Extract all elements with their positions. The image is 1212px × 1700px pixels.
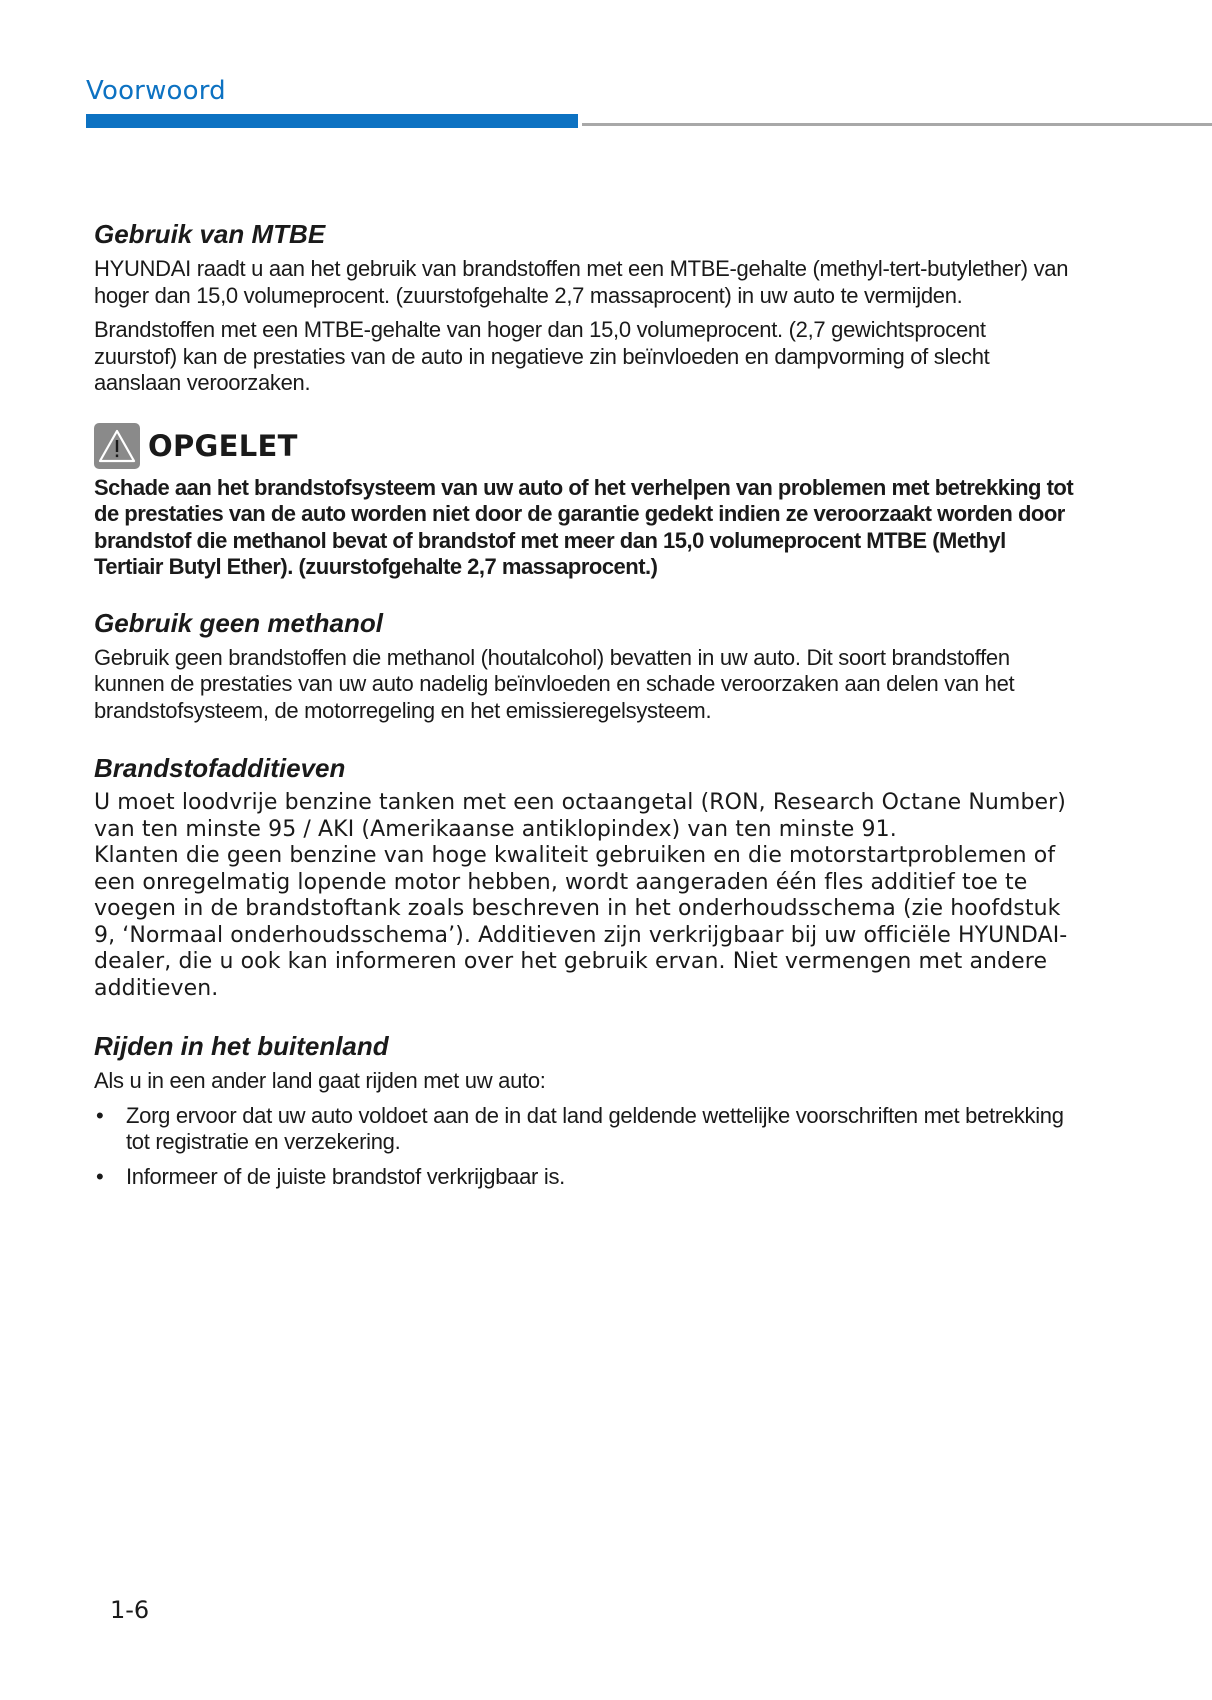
section-mtbe xyxy=(94,218,1074,397)
list-item-text: Zorg ervoor dat uw auto voldoet aan de in dat land geldende wettelijke voorschriften met betrekking tot registratie en verzekering. xyxy=(126,1102,1064,1154)
header-title: Voorwoord xyxy=(86,76,226,106)
header-rule xyxy=(582,123,1212,126)
page-number: 1-6 xyxy=(110,1596,150,1624)
header-accent-bar xyxy=(86,114,578,128)
section-methanol xyxy=(94,607,1074,725)
section-heading-abroad: Rijden in het buitenland xyxy=(94,1031,389,1061)
methanol-paragraph: Gebruik geen brandstoffen die methanol (houtalcohol) bevatten in uw auto. Dit soort brandstoffen kunnen de prestaties van uw auto nadelig beïnvloeden en schade veroorzaken aan delen van het brandstofsysteem, de motorregeling en het emissieregelsysteem. xyxy=(94,644,1015,723)
warning-triangle-icon xyxy=(94,423,140,469)
list-item xyxy=(94,1103,1074,1156)
abroad-bullet-list xyxy=(94,1103,1074,1191)
section-additives xyxy=(94,752,1074,1002)
additives-paragraph-2: Klanten die geen benzine van hoge kwaliteit gebruiken en die motorstartproblemen of een onregelmatig lopende motor hebben, wordt aangeraden één fles additief toe te voegen in de brandstoftank zoals beschreven in het onderhoudsschema (zie hoofdstuk 9, ‘Normaal onderhoudsschema’). Additieven zijn verkrijgbaar bij uw officiële HYUNDAI-dealer, die u ook kan informeren over het gebruik ervan. Niet vermengen met andere additieven. xyxy=(94,843,1068,1001)
caution-text: Schade aan het brandstofsysteem van uw auto of het verhelpen van problemen met betrekking tot de prestaties van de auto worden niet door de garantie gedekt indien ze veroorzaakt worden door brandstof die methanol bevat of brandstof met meer dan 15,0 volumeprocent MTBE (Methyl Tertiair Butyl Ether). (zuurstofgehalte 2,7 massaprocent.) xyxy=(94,474,1074,579)
section-abroad xyxy=(94,1030,1074,1190)
bullet-icon: • xyxy=(96,1163,104,1189)
abroad-intro: Als u in een ander land gaat rijden met uw auto: xyxy=(94,1068,546,1093)
section-heading-additives: Brandstofadditieven xyxy=(94,753,346,783)
caution-title: OPGELET xyxy=(148,428,298,463)
list-item xyxy=(94,1164,1074,1191)
page-content xyxy=(94,218,1074,1218)
list-item-text: Informeer of de juiste brandstof verkrijgbaar is. xyxy=(126,1163,565,1189)
section-heading-methanol: Gebruik geen methanol xyxy=(94,607,383,638)
section-heading-mtbe: Gebruik van MTBE xyxy=(94,219,326,249)
bullet-icon: • xyxy=(96,1102,104,1128)
mtbe-paragraph-1: HYUNDAI raadt u aan het gebruik van brandstoffen met een MTBE-gehalte (methyl-tert-butylether) van hoger dan 15,0 volumeprocent. (zuurstofgehalte 2,7 massaprocent) in uw auto te vermijden. xyxy=(94,256,1069,308)
mtbe-paragraph-2: Brandstoffen met een MTBE-gehalte van hoger dan 15,0 volumeprocent. (2,7 gewichtsprocent zuurstof) kan de prestaties van de auto in negatieve zin beïnvloeden en dampvorming of slecht aanslaan veroorzaken. xyxy=(94,317,990,395)
additives-paragraph-1: U moet loodvrije benzine tanken met een octaangetal (RON, Research Octane Number) van ten minste 95 / AKI (Amerikaanse antiklopindex) van ten minste 91. xyxy=(94,790,1066,842)
caution-header xyxy=(94,423,1074,469)
caution-box xyxy=(94,423,1074,581)
